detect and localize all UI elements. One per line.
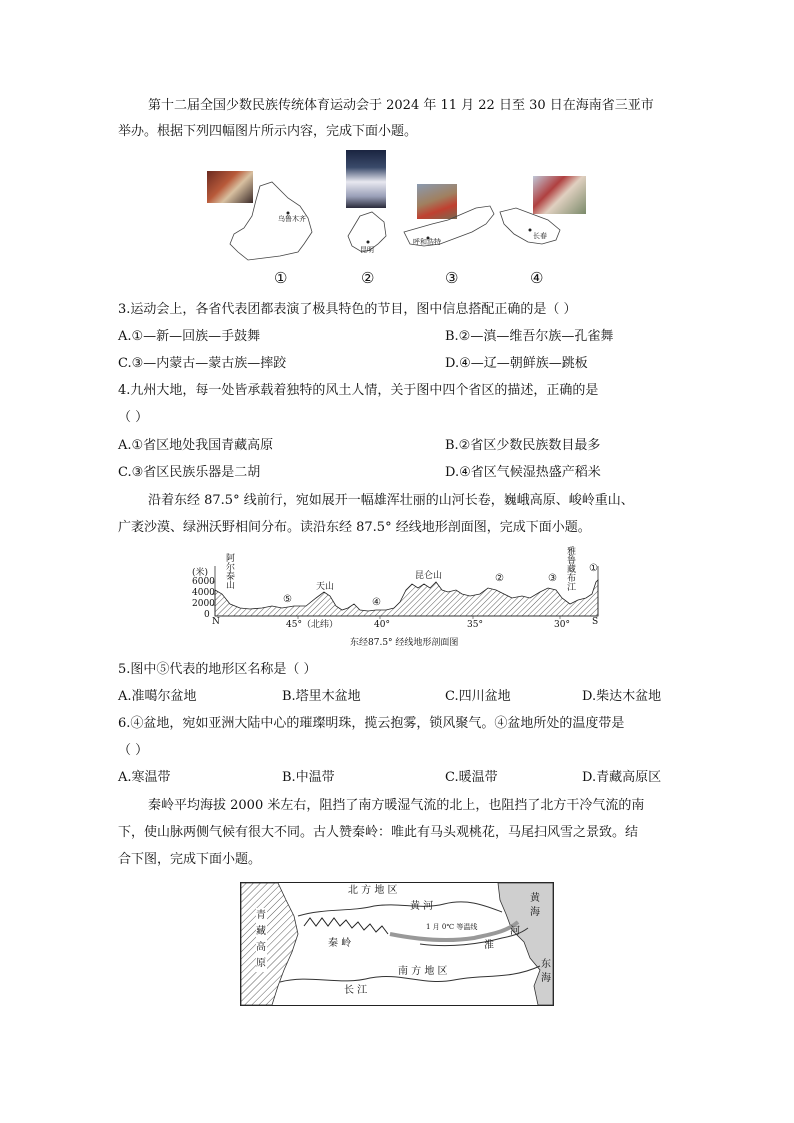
profile-ytick-6000: 6000 (192, 577, 215, 587)
intro3-line1: 秦岭平均海拔 2000 米左右，阻挡了南方暖湿气流的北上，也阻挡了北方干冷气流的南 (148, 798, 645, 813)
profile-mark-5: ⑤ (283, 594, 292, 605)
profile-yarlung: 雅鲁藏布江 (567, 547, 577, 593)
qinling-map-svg (240, 882, 554, 1006)
profile-xtick-40: 40° (374, 620, 390, 630)
city-urumqi: 乌鲁木齐 (278, 215, 306, 223)
profile-ytick-0: 0 (204, 610, 210, 620)
q5-option-d: D.柴达木盆地 (582, 689, 662, 704)
qinling-changjiang-label: 长 江 (344, 985, 368, 996)
q6-stem: 6.④盆地，宛如亚洲大陆中心的璀璨明珠，揽云抱雾，锁风聚气。④盆地所处的温度带是 (118, 716, 625, 731)
qinling-plateau-label: 青藏高原 (256, 908, 267, 972)
q6-option-d: D.青藏高原区 (582, 770, 662, 785)
city-kunming: 昆明 (360, 246, 374, 254)
map-label-1: ① (274, 269, 288, 287)
intro2-line2: 广袤沙漠、绿洲沃野相间分布。读沿东经 87.5° 经线地形剖面图，完成下面小题。 (118, 520, 591, 535)
qinling-south-label: 南 方 地 区 (398, 966, 448, 977)
terrain-profile-figure (190, 546, 610, 656)
profile-mark-2: ② (495, 573, 504, 584)
q6-paren: （ ） (118, 743, 149, 758)
q3-option-b: B.②—滇—维吾尔族—孔雀舞 (445, 329, 614, 344)
q6-option-b: B.中温带 (282, 770, 335, 785)
qinling-range-label: 秦 岭 (328, 938, 352, 949)
q4-option-c: C.③省区民族乐器是二胡 (118, 465, 261, 480)
qinling-huanghe-label: 黄 河 (410, 901, 434, 912)
map-label-3: ③ (445, 269, 459, 287)
profile-mark-1: ① (589, 563, 598, 574)
terrain-profile-path (215, 580, 598, 616)
q3-stem: 3.运动会上，各省代表团都表演了极具特色的节目，图中信息搭配正确的是（ ） (118, 302, 577, 317)
q3-option-a: A.①—新—回族—手鼓舞 (118, 329, 261, 344)
qinling-north-label: 北 方 地 区 (348, 885, 398, 896)
q4-paren: （ ） (118, 410, 149, 425)
province-maps-figure (200, 148, 600, 293)
intro2-line1: 沿着东经 87.5° 线前行，宛如展开一幅雄浑壮丽的山河长卷，巍峨高原、峻岭重山、 (148, 493, 634, 508)
q4-option-d: D.④省区气候湿热盛产稻米 (445, 465, 601, 480)
profile-mark-4: ④ (372, 597, 381, 608)
city-changchun: 长春 (533, 232, 547, 240)
map-label-4: ④ (530, 269, 544, 287)
profile-south: S (592, 617, 599, 627)
q3-option-c: C.③—内蒙古—蒙古族—摔跤 (118, 356, 287, 371)
profile-mark-3: ③ (548, 573, 557, 584)
q4-option-b: B.②省区少数民族数目最多 (445, 438, 601, 453)
profile-tianshan: 天山 (316, 582, 335, 592)
q3-option-d: D.④—辽—朝鲜族—跳板 (445, 356, 588, 371)
q5-option-a: A.准噶尔盆地 (118, 689, 197, 704)
qinling-yellow-sea-label: 黄海 (530, 893, 540, 918)
q6-option-c: C.暖温带 (445, 770, 498, 785)
q4-option-a: A.①省区地处我国青藏高原 (118, 438, 274, 453)
profile-kunlun: 昆仑山 (415, 571, 443, 581)
profile-altai: 阿尔泰山 (226, 554, 236, 591)
qinling-east-sea-label: 东海 (541, 959, 551, 984)
profile-ytick-4000: 4000 (192, 588, 215, 598)
intro3-line2: 下，使山脉两侧气候有很大不同。古人赞秦岭：唯此有马头观桃花，马尾扫风雪之景致。结 (118, 825, 639, 840)
q6-option-a: A.寒温带 (118, 770, 171, 785)
profile-unit: (米) (192, 568, 209, 578)
profile-north: N (212, 617, 220, 627)
intro1-line2: 举办。根据下列四幅图片所示内容，完成下面小题。 (118, 124, 418, 139)
q5-option-b: B.塔里木盆地 (282, 689, 361, 704)
profile-xtick-30: 30° (554, 620, 570, 630)
profile-xtick-35: 35° (467, 620, 483, 630)
map-label-2: ② (361, 269, 375, 287)
city-hohhot: 呼和浩特 (413, 238, 441, 246)
q4-stem: 4.九州大地，每一处皆承载着独特的风土人情，关于图中四个省区的描述，正确的是 (118, 383, 599, 398)
qinling-he-label: 河 (510, 926, 520, 937)
q5-stem: 5.图中⑤代表的地形区名称是（ ） (118, 662, 317, 677)
qinling-map-figure (240, 882, 554, 1006)
q5-option-c: C.四川盆地 (445, 689, 511, 704)
profile-caption: 东经87.5° 经线地形剖面图 (350, 638, 459, 648)
qinling-isotherm-label: 1 月 0℃ 等温线 (426, 923, 478, 931)
intro1-line1: 第十二届全国少数民族传统体育运动会于 2024 年 11 月 22 日至 30 日在海南省三亚市 (148, 98, 654, 113)
map-jilin (500, 208, 560, 244)
intro3-line3: 合下图，完成下面小题。 (118, 852, 262, 867)
qinling-huai-label: 淮 (484, 940, 494, 951)
profile-xtick-45: 45°（北纬） (286, 620, 338, 630)
profile-ytick-2000: 2000 (192, 599, 215, 609)
